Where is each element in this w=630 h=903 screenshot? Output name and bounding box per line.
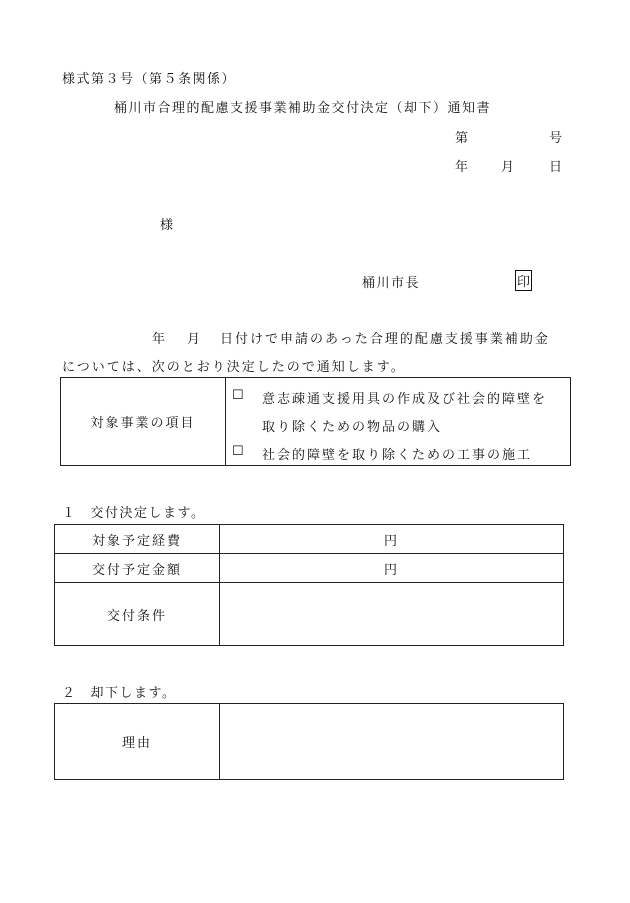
seal-mark: 印 xyxy=(515,270,532,291)
checkbox-item-2[interactable]: ☐ xyxy=(232,444,246,459)
target-items-table xyxy=(60,377,571,466)
form-number: 様式第３号（第５条関係） xyxy=(62,72,237,87)
table-row xyxy=(55,583,564,646)
document-title: 桶川市合理的配慮支援事業補助金交付決定（却下）通知書 xyxy=(114,101,492,116)
item-1-line-1: 意志疎通支援用具の作成及び社会的障壁を xyxy=(262,392,548,407)
label-reason: 理由 xyxy=(55,704,220,780)
body-month: 月 xyxy=(187,332,203,347)
value-grant-conditions xyxy=(220,583,564,646)
body-rest: 日付けで申請のあった合理的配慮支援事業補助金 xyxy=(220,332,550,347)
addressee-suffix: 様 xyxy=(160,218,175,233)
target-items-label: 対象事業の項目 xyxy=(61,378,226,466)
value-planned-expense: 円 xyxy=(220,525,564,554)
doc-number-prefix: 第 xyxy=(455,131,470,146)
date-day: 日 xyxy=(549,160,564,175)
date-month: 月 xyxy=(501,160,516,175)
body-year: 年 xyxy=(152,332,168,347)
table-row xyxy=(55,554,564,583)
section-2-text: 却下します。 xyxy=(90,686,177,701)
doc-number-suffix: 号 xyxy=(549,131,564,146)
table-row xyxy=(55,704,564,780)
value-reason xyxy=(220,704,564,780)
section-1-text: 交付決定します。 xyxy=(90,506,206,521)
rejection-table xyxy=(54,703,564,780)
body-line-2: については、次のとおり決定したので通知します。 xyxy=(62,360,406,375)
label-grant-conditions: 交付条件 xyxy=(55,583,220,646)
item-1-line-2: 取り除くための物品の購入 xyxy=(262,420,443,435)
issuer: 桶川市長 xyxy=(362,276,421,291)
checkbox-item-1[interactable]: ☐ xyxy=(232,388,246,403)
section-1-heading xyxy=(62,502,205,521)
section-2-number: ２ xyxy=(62,686,77,701)
body-line-1 xyxy=(152,328,550,347)
section-1-number: １ xyxy=(62,506,77,521)
item-2-line-1: 社会的障壁を取り除くための工事の施工 xyxy=(262,448,533,463)
grant-decision-table xyxy=(54,524,564,646)
label-planned-grant: 交付予定金額 xyxy=(55,554,220,583)
value-planned-grant: 円 xyxy=(220,554,564,583)
table-row xyxy=(55,525,564,554)
target-items-cell xyxy=(226,378,571,466)
label-planned-expense: 対象予定経費 xyxy=(55,525,220,554)
date-year: 年 xyxy=(455,160,470,175)
section-2-heading xyxy=(62,682,176,701)
